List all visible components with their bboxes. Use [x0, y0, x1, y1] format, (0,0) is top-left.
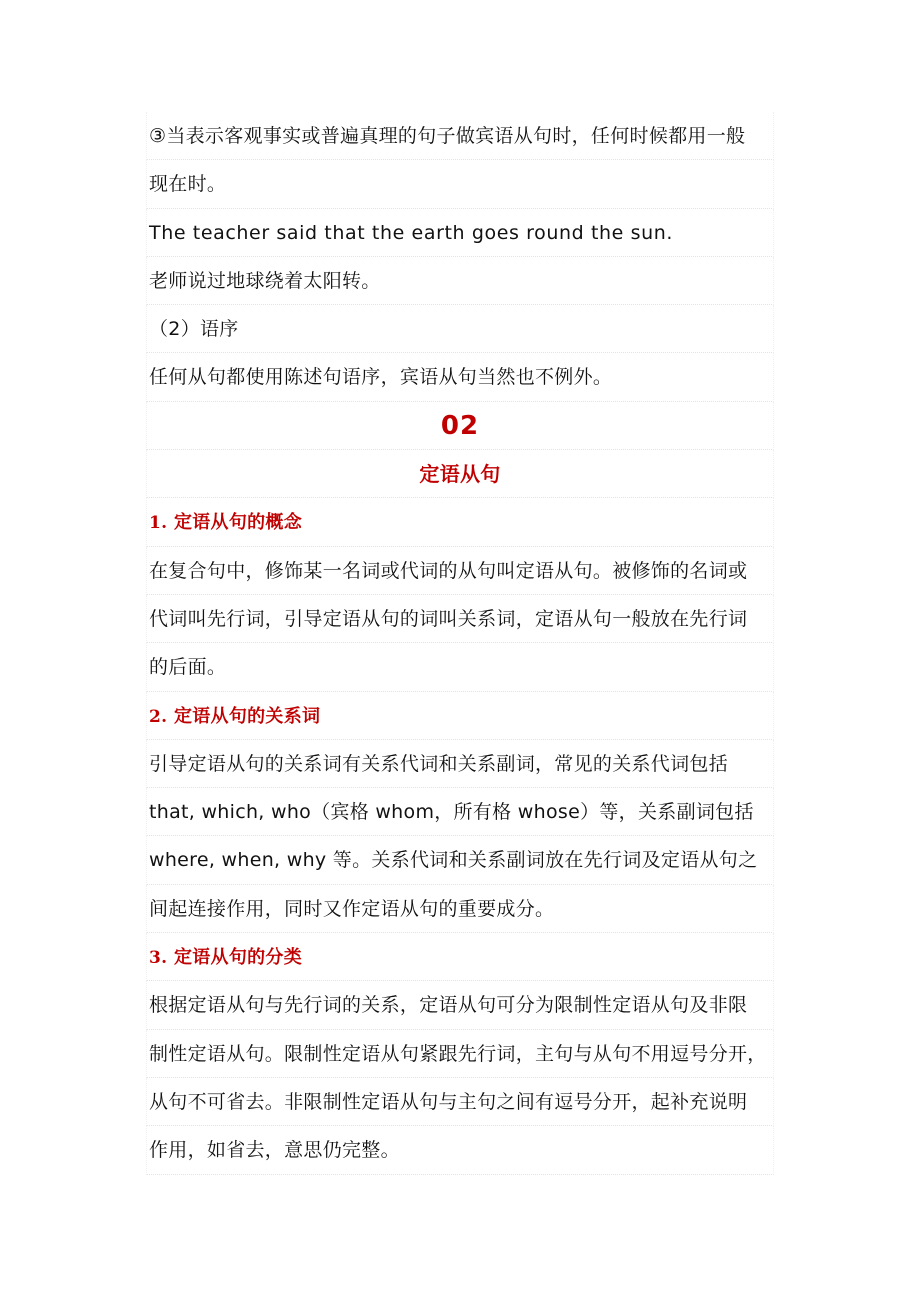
subsection-heading [146, 498, 774, 546]
section-number: 02 [440, 410, 480, 441]
subheading-word-order: （2）语序 [146, 305, 774, 353]
document-page [146, 112, 774, 1175]
subsection-heading [146, 933, 774, 981]
section-number-line [146, 402, 774, 450]
section-title: 定语从句 [419, 462, 501, 487]
subsection-title: 定语从句的分类 [173, 947, 303, 969]
text-line: 代词叫先行词，引导定语从句的词叫关系词，定语从句一般放在先行词 [146, 595, 774, 643]
text-line: 作用，如省去，意思仍完整。 [146, 1126, 774, 1174]
text-line: 根据定语从句与先行词的关系，定语从句可分为限制性定语从句及非限 [146, 981, 774, 1029]
text-line: 现在时。 [146, 160, 774, 208]
example-sentence-en: The teacher said that the earth goes round the sun. [146, 209, 774, 257]
subsection-number: 2. [149, 706, 168, 727]
text-line: that, which, who（宾格 whom，所有格 whose）等，关系副词包括 [146, 788, 774, 836]
section-title-line [146, 450, 774, 498]
text-line: ③当表示客观事实或普遍真理的句子做宾语从句时，任何时候都用一般 [146, 112, 774, 160]
subsection-title: 定语从句的关系词 [173, 705, 321, 727]
text-line: 间起连接作用，同时又作定语从句的重要成分。 [146, 885, 774, 933]
text-line: 的后面。 [146, 643, 774, 691]
text-line: where, when, why 等。关系代词和关系副词放在先行词及定语从句之 [146, 836, 774, 884]
text-line: 制性定语从句。限制性定语从句紧跟先行词，主句与从句不用逗号分开， [146, 1030, 774, 1078]
subsection-title: 定语从句的概念 [173, 512, 303, 534]
example-sentence-zh: 老师说过地球绕着太阳转。 [146, 257, 774, 305]
text-line: 从句不可省去。非限制性定语从句与主句之间有逗号分开，起补充说明 [146, 1078, 774, 1126]
subsection-number: 1. [149, 513, 168, 534]
text-line: 在复合句中，修饰某一名词或代词的从句叫定语从句。被修饰的名词或 [146, 547, 774, 595]
subsection-heading [146, 692, 774, 740]
text-line: 引导定语从句的关系词有关系代词和关系副词，常见的关系代词包括 [146, 740, 774, 788]
text-line: 任何从句都使用陈述句语序，宾语从句当然也不例外。 [146, 353, 774, 401]
subsection-number: 3. [149, 948, 168, 969]
